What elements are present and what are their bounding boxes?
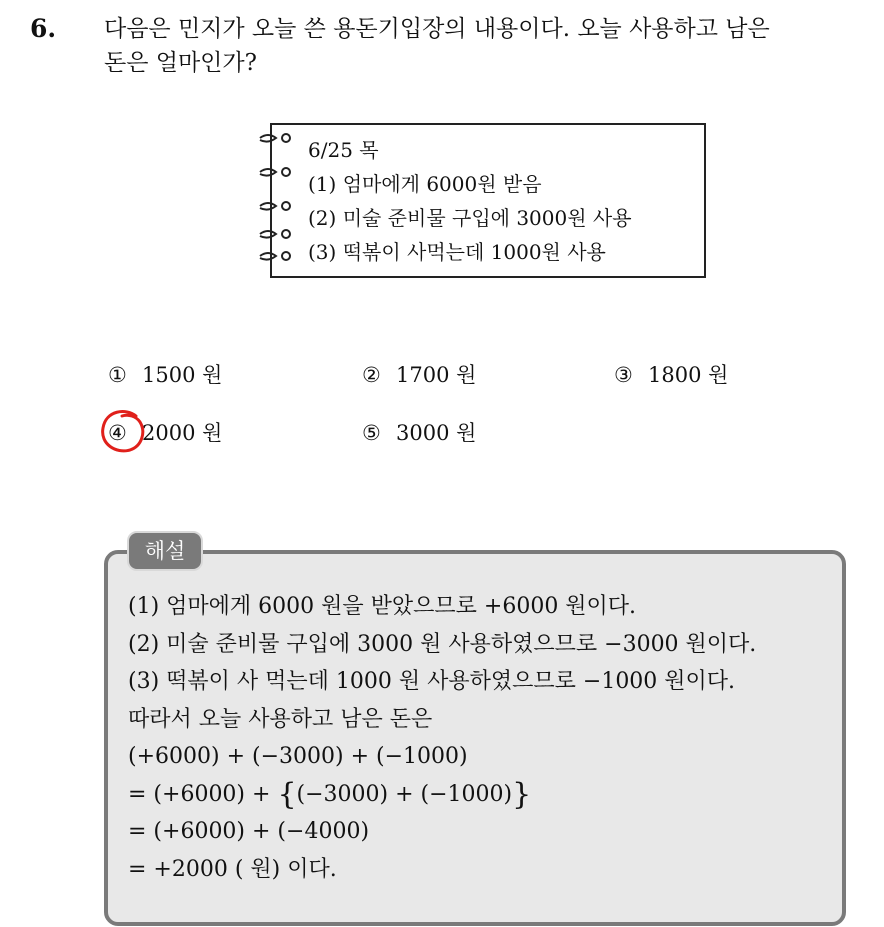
explanation-line-1: (1) 엄마에게 6000 원을 받았으므로 +6000 원이다. xyxy=(128,594,637,619)
question-number: 6. xyxy=(30,14,57,43)
notebook-spiral-icon xyxy=(258,128,298,268)
note-item-1: (1) 엄마에게 6000원 받음 xyxy=(308,172,542,196)
explanation-equation-0: (+6000) + (−3000) + (−1000) xyxy=(128,744,468,769)
choice-1[interactable] xyxy=(108,359,222,389)
choice-1-mark: ① xyxy=(108,363,127,387)
explanation-box xyxy=(104,550,846,926)
equation-1-inner: (−3000) + (−1000) xyxy=(296,781,513,807)
explanation-line-4: 따라서 오늘 사용하고 남은 돈은 xyxy=(128,706,433,732)
choice-4-text: 2000 원 xyxy=(142,421,223,445)
note-item-3: (3) 떡볶이 사먹는데 1000원 사용 xyxy=(308,240,606,264)
explanation-tag: 해설 xyxy=(127,531,203,571)
choice-5-text: 3000 원 xyxy=(396,421,477,445)
choice-5[interactable] xyxy=(362,417,476,447)
choice-2-text: 1700 원 xyxy=(396,363,477,387)
choice-1-text: 1500 원 xyxy=(142,363,223,387)
brace-open: { xyxy=(277,776,297,812)
choice-2[interactable] xyxy=(362,359,476,389)
brace-close: } xyxy=(512,776,532,812)
choice-4-mark: ④ xyxy=(108,421,127,445)
choice-3[interactable] xyxy=(614,359,728,389)
choice-3-mark: ③ xyxy=(614,363,633,387)
explanation-line-2: (2) 미술 준비물 구입에 3000 원 사용하였으므로 −3000 원이다. xyxy=(128,631,757,657)
choice-2-mark: ② xyxy=(362,363,381,387)
question-text xyxy=(104,12,874,80)
note-item-2: (2) 미술 준비물 구입에 3000원 사용 xyxy=(308,206,632,230)
allowance-notebook xyxy=(270,123,706,278)
choice-3-text: 1800 원 xyxy=(648,363,729,387)
question-line-1: 다음은 민지가 오늘 쓴 용돈기입장의 내용이다. 오늘 사용하고 남은 xyxy=(104,16,770,42)
explanation-line-3: (3) 떡볶이 사 먹는데 1000 원 사용하였으므로 −1000 원이다. xyxy=(128,669,736,694)
explanation-equation-3: = +2000 ( 원) 이다. xyxy=(128,856,337,882)
selected-answer-circle-icon xyxy=(98,408,148,456)
equation-1-prefix: = (+6000) + xyxy=(128,781,278,807)
question-line-2: 돈은 얼마인가? xyxy=(104,50,257,76)
explanation-equation-2: = (+6000) + (−4000) xyxy=(128,819,370,844)
note-date: 6/25 목 xyxy=(308,138,379,162)
choice-5-mark: ⑤ xyxy=(362,421,381,445)
explanation-equation-1 xyxy=(128,776,756,814)
